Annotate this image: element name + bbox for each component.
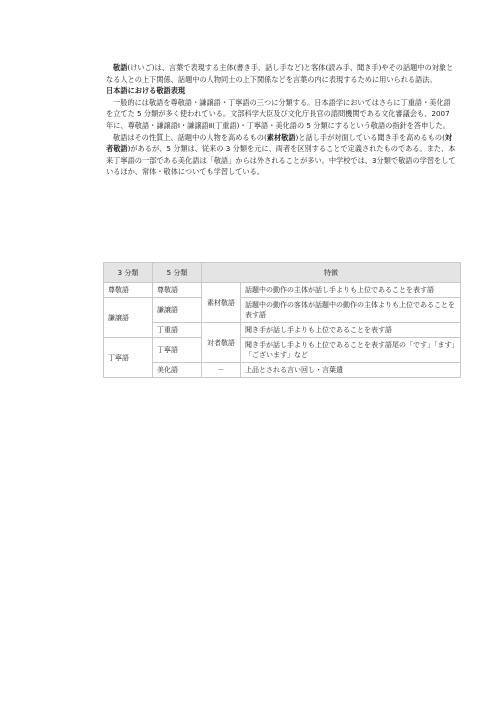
cell-desc-teichogo: 聞き手が話し手よりも上位であることを表す語 [241, 323, 461, 338]
intro-text: (けいご)は、言葉で表現する主体(書き手、話し手など)と客体(読み手、聞き手)やその話題中の対象となる人との上下関係、話題中の人物同士の上下関係などを言葉の内に表現するために用いられる語法。 [106, 63, 454, 84]
cell-3-kenjogo: 謙譲語 [104, 298, 153, 338]
section-heading: 日本語における敬語表現 [106, 86, 186, 96]
nature-text-a: 敬語はその性質上、話題中の人物を高めるもの( [113, 132, 267, 142]
cell-5-kenjogo: 謙譲語 [153, 298, 202, 323]
cell-5-sonkeigo: 尊敬語 [153, 283, 202, 298]
keigo-classification-table [103, 262, 461, 378]
cell-5-bikago: 美化語 [153, 363, 202, 378]
cell-dash: － [202, 363, 241, 378]
cell-taisha-keigo: 対者敬語 [202, 323, 241, 363]
table-row [104, 323, 461, 338]
table-row [104, 363, 461, 378]
intro-paragraph [106, 62, 456, 85]
classification-paragraph: 一般的には敬語を尊敬語・謙譲語・丁寧語の三つに分類する。日本語学においてはさらに丁重語・美化語を立てた 5 分類が多く使われている。文部科学大臣及び文化庁長官の諮問機関である文化審議会も、2007 年に、尊敬語・謙譲語Ⅰ・謙譲語Ⅱ(丁重語)・丁寧語・美化語の 5 分類にするという敬語の指針を答申した。 [106, 97, 451, 130]
cell-desc-teineigo: 聞き手が話し手よりも上位であることを表す語尾の「です」「ます」「ございます」など [241, 338, 461, 363]
cell-3-sonkeigo: 尊敬語 [104, 283, 153, 298]
article-text [106, 62, 456, 178]
header-5-class: 5 分類 [153, 263, 202, 283]
term-sozai-keigo: 素材敬語 [266, 132, 296, 142]
nature-paragraph [106, 132, 456, 178]
cell-3-teineigo: 丁寧語 [104, 338, 153, 378]
table-row [104, 298, 461, 323]
cell-5-teineigo: 丁寧語 [153, 338, 202, 363]
header-features: 特徴 [202, 263, 461, 283]
cell-desc-bikago: 上品とされる言い回し・言葉遣 [241, 363, 461, 378]
term-keigo: 敬語 [113, 63, 128, 72]
cell-desc-kenjogo: 話題中の動作の客体が話題中の動作の主体よりも上位であることを表す語 [241, 298, 461, 323]
cell-sozai-keigo: 素材敬語 [202, 283, 241, 323]
cell-desc-sonkeigo: 話題中の動作の主体が話し手よりも上位であることを表す語 [241, 283, 461, 298]
cell-5-teichogo: 丁重語 [153, 323, 202, 338]
nature-text-b: )と話し手が対面している聞き手を高めるもの( [295, 132, 445, 142]
table-row [104, 283, 461, 298]
nature-text-c: )があるが、5 分類は、従来の 3 分類を元に、両者を区別することで定義されたものである。また、本来丁寧語の一部である美化語は「敬語」からは外されることが多い。中学校では、3分類で敬語の学習をしているほか、常体・敬体についても学習している。 [106, 144, 456, 177]
header-3-class: 3 分類 [104, 263, 153, 283]
term-taisha-keigo: 対者敬語 [106, 132, 453, 154]
table-row [104, 338, 461, 363]
table-header-row [104, 263, 461, 283]
